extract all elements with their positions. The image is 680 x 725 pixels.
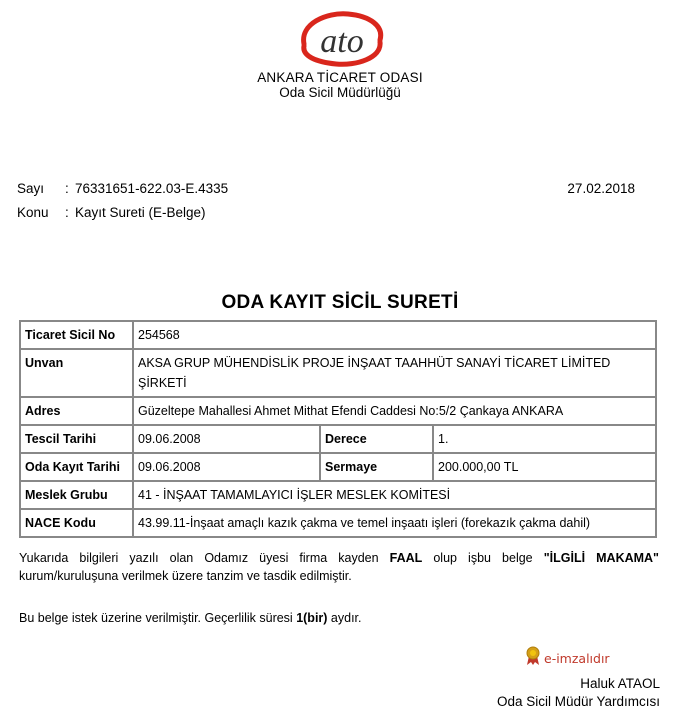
colon: : bbox=[65, 205, 69, 220]
award-ribbon-icon bbox=[526, 646, 540, 671]
p1-text: olup işbu belge bbox=[422, 551, 544, 565]
sayi-value: 76331651-622.03-E.4335 bbox=[75, 181, 229, 196]
oda-kayit-value: 09.06.2008 bbox=[133, 453, 320, 481]
tescil-label: Tescil Tarihi bbox=[20, 425, 133, 453]
table-row bbox=[20, 509, 656, 537]
konu-label: Konu bbox=[17, 205, 49, 220]
org-name: ANKARA TİCARET ODASI bbox=[257, 70, 423, 85]
org-subtitle: Oda Sicil Müdürlüğü bbox=[279, 85, 401, 100]
table-row bbox=[20, 425, 656, 453]
status-faal: FAAL bbox=[389, 551, 423, 565]
recipient: "İLGİLİ MAKAMA" bbox=[543, 551, 659, 565]
meslek-value: 41 - İNŞAAT TAMAMLAYICI İŞLER MESLEK KOMİTESİ bbox=[133, 481, 656, 509]
p1-text: Yukarıda bilgileri yazılı olan Odamız üyesi firma kayden bbox=[19, 551, 390, 565]
adres-value: Güzeltepe Mahallesi Ahmet Mithat Efendi Caddesi No:5/2 Çankaya ANKARA bbox=[133, 397, 656, 425]
table-row bbox=[20, 321, 656, 349]
p1-text: kurum/kuruluşuna verilmek üzere tanzim ve tasdik edilmiştir. bbox=[19, 569, 352, 583]
signatory-role: Oda Sicil Müdür Yardımcısı bbox=[496, 694, 660, 709]
sermaye-value: 200.000,00 TL bbox=[433, 453, 656, 481]
derece-value: 1. bbox=[433, 425, 656, 453]
document-date: 27.02.2018 bbox=[567, 181, 635, 196]
table-row bbox=[20, 453, 656, 481]
validity-period: 1(bir) bbox=[296, 611, 328, 625]
logo-text: ato bbox=[320, 23, 364, 60]
validity-paragraph bbox=[19, 609, 659, 627]
ato-logo bbox=[296, 8, 388, 68]
table-row bbox=[20, 397, 656, 425]
nace-label: NACE Kodu bbox=[20, 509, 133, 537]
table-row bbox=[20, 481, 656, 509]
unvan-value: AKSA GRUP MÜHENDİSLİK PROJE İNŞAAT TAAHHÜT SANAYİ TİCARET LİMİTED ŞİRKETİ bbox=[133, 349, 656, 397]
sicil-no-label: Ticaret Sicil No bbox=[20, 321, 133, 349]
sicil-no-value: 254568 bbox=[133, 321, 656, 349]
tescil-value: 09.06.2008 bbox=[133, 425, 320, 453]
sermaye-label: Sermaye bbox=[320, 453, 433, 481]
p2-text: aydır. bbox=[327, 611, 362, 625]
e-signature-label: e-imzalıdır bbox=[544, 650, 610, 666]
meslek-label: Meslek Grubu bbox=[20, 481, 133, 509]
oda-kayit-label: Oda Kayıt Tarihi bbox=[20, 453, 133, 481]
p2-text: Bu belge istek üzerine verilmiştir. Geçerlilik süresi bbox=[19, 611, 297, 625]
konu-value: Kayıt Sureti (E-Belge) bbox=[75, 205, 206, 220]
registry-table bbox=[19, 320, 657, 538]
signatory-name: Haluk ATAOL bbox=[580, 676, 660, 691]
derece-label: Derece bbox=[320, 425, 433, 453]
status-paragraph bbox=[19, 549, 659, 585]
e-signature bbox=[526, 647, 610, 669]
table-row bbox=[20, 349, 656, 397]
colon: : bbox=[65, 181, 69, 196]
adres-label: Adres bbox=[20, 397, 133, 425]
nace-value: 43.99.11-İnşaat amaçlı kazık çakma ve temel inşaatı işleri (forekazık çakma dahil) bbox=[133, 509, 656, 537]
unvan-label: Unvan bbox=[20, 349, 133, 397]
document-title: ODA KAYIT SİCİL SURETİ bbox=[221, 292, 459, 313]
sayi-label: Sayı bbox=[17, 181, 45, 196]
